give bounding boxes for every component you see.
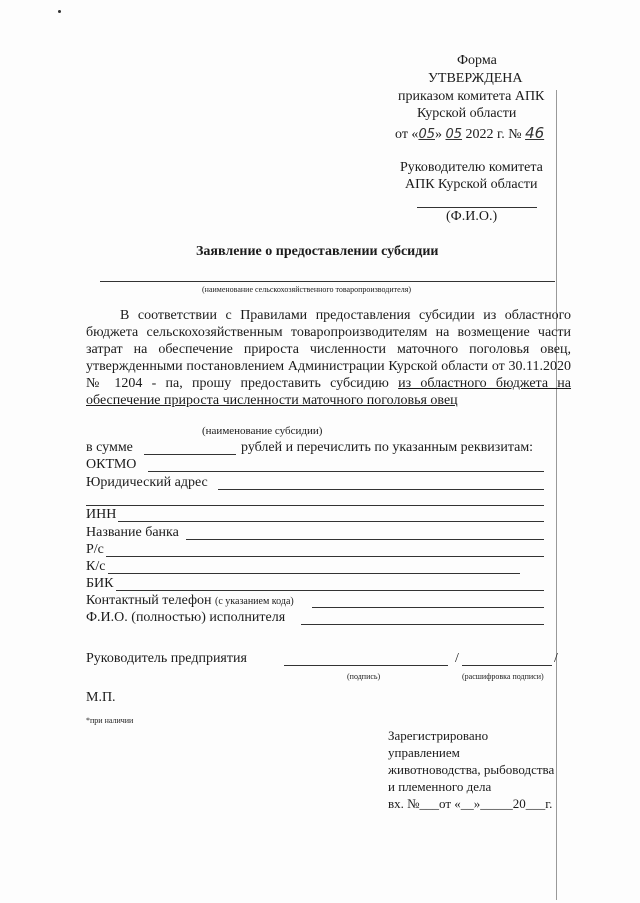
producer-line (100, 281, 555, 282)
signature-line[interactable] (284, 665, 448, 666)
sum-suffix: рублей и перечислить по указанным реквизитам: (241, 440, 534, 455)
phone-label (86, 593, 294, 610)
reg-line-4: и племенного дела (388, 779, 492, 794)
order-number: 46 (525, 124, 545, 142)
bank-label: Название банка (86, 525, 179, 540)
order-line-2: Курской области (417, 106, 517, 121)
scan-edge-line (556, 90, 557, 900)
oktmo-input-line[interactable] (148, 471, 544, 472)
date-month: 05 (445, 127, 463, 142)
date-prefix: от « (395, 127, 419, 142)
slash-left: / (455, 651, 459, 666)
sum-prefix: в сумме (86, 440, 133, 455)
phone-input-line[interactable] (312, 607, 544, 608)
phone-label-text: Контактный телефон (86, 593, 212, 608)
date-day: 05 (418, 127, 435, 142)
slash-right: / (554, 651, 558, 666)
subsidy-name: из областного бюджета на обеспечение прироста численности маточного поголовья овец (86, 376, 572, 408)
document-title: Заявление о предоставлении субсидии (196, 244, 439, 259)
inn-input-line[interactable] (118, 521, 544, 522)
rs-label: Р/с (86, 542, 104, 557)
date-year: 2022 г. № (465, 127, 522, 142)
stamp-label: М.П. (86, 690, 116, 705)
sign-caption: (подпись) (347, 672, 381, 681)
scan-dot (58, 10, 61, 13)
reg-line-5: вх. №___от «__»_____20___г. (388, 796, 553, 811)
addressee-line-1: Руководителю комитета (400, 160, 543, 175)
sum-input-line[interactable] (144, 454, 236, 455)
fio-line (417, 207, 537, 208)
address-input-line[interactable] (218, 489, 544, 490)
bik-label: БИК (86, 576, 114, 591)
order-date-line (395, 125, 544, 143)
reg-line-2: управлением (388, 745, 460, 760)
rs-input-line[interactable] (106, 556, 544, 557)
executor-label: Ф.И.О. (полностью) исполнителя (86, 610, 286, 625)
body-text: В соответствии с Правилами предоставления субсидии из областного бюджета сельскохозяйственным товаропроизводителям на возмещение части затрат на обеспечение прироста численности маточного поголовья овец, утвержденными постановлением Администрации Курской области от 30.11.2020 № 1204 - па, прошу предоставить субсидию (86, 308, 571, 391)
bank-input-line[interactable] (186, 539, 544, 540)
subsidy-caption: (наименование субсидии) (202, 425, 323, 437)
address-input-line-2[interactable] (86, 505, 544, 506)
head-label: Руководитель предприятия (86, 651, 247, 666)
fio-caption: (Ф.И.О.) (446, 209, 498, 224)
reg-line-1: Зарегистрировано (388, 728, 489, 743)
bik-input-line[interactable] (116, 590, 544, 591)
addressee-line-2: АПК Курской области (405, 177, 538, 192)
reg-line-3: животноводства, рыбоводства (388, 762, 555, 777)
approved-label: УТВЕРЖДЕНА (428, 71, 523, 86)
inn-label: ИНН (86, 507, 117, 522)
form-label: Форма (457, 53, 497, 68)
ks-label: К/с (86, 559, 106, 574)
oktmo-label: ОКТМО (86, 457, 137, 472)
date-mid: » (434, 127, 442, 142)
order-line-1: приказом комитета АПК (398, 89, 545, 104)
decode-caption: (расшифровка подписи) (462, 672, 544, 681)
body-paragraph (86, 307, 571, 409)
ks-input-line[interactable] (108, 573, 520, 574)
address-label: Юридический адрес (86, 475, 208, 490)
phone-note: (с указанием кода) (215, 596, 294, 607)
stamp-note: *при наличии (86, 716, 134, 725)
producer-caption: (наименование сельскохозяйственного товаропроизводителя) (202, 285, 412, 294)
executor-input-line[interactable] (301, 624, 544, 625)
decode-line[interactable] (462, 665, 552, 666)
